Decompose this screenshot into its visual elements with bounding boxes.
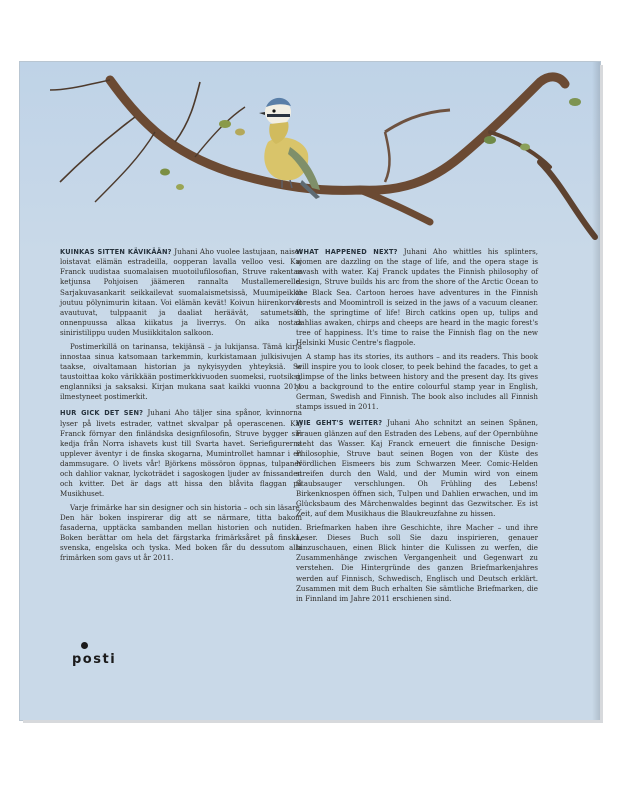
right-branch <box>540 162 595 237</box>
english-text-1: Juhani Aho whittles his splinters, women are dazzling on the stage of life, and the opera stage is awash with water. Kaj Franck updates the Finnish philosophy of design, Struve builds his arc from the shore of the Arctic Ocean to the Black Sea. Cartoon heroes have adventures in the Finnish forests and Moomintroll is seized in the jaws of a vacuum cleaner. Oh, the springtime of life! Birch catkins open up, tulips and dahlias awaken, chirps and cheeps are heard in the magic forest's tree of happiness. It's time to raise the Finnish flag on the new Helsinki Music Centre's flagpole. <box>296 247 538 347</box>
leaf <box>160 169 170 176</box>
swedish-paragraph-1 <box>60 408 302 499</box>
left-text-column <box>60 247 302 567</box>
german-paragraph-2: Briefmarken haben ihre Geschichte, ihre Macher – und ihre Leser. Dieses Buch soll Sie dazu inspirieren, genauer hinzuschauen, einen Blick hinter die Kulissen zu werfen, die Zusammenhänge zwischen Vergangenheit und Gegenwart zu verstehen. Die Hintergründe des ganzen Briefmarkenjahres werden auf Finnisch, Schwedisch, Englisch und Deutsch erklärt. Zusammen mit dem Buch erhalten Sie sämtliche Briefmarken, die in Finnland im Jahre 2011 erschienen sind. <box>296 523 538 603</box>
book-back-cover <box>20 62 600 720</box>
finnish-paragraph-2: Postimerkillä on tarinansa, tekijänsä – ja lukijansa. Tämä kirja innostaa sinua katsomaan tarkemmin, kurkistamaan julkisivujen taakse, oivaltamaan historian ja nykyisyyden yhteyksiä. Se taustoittaa koko värikkään postimerkkivuoden suomeksi, ruotsiksi, englanniksi ja saksaksi. Kirjan mukana saat kaikki vuonna 2011 ilmestyneet postimerkit. <box>60 341 302 402</box>
english-paragraph-2: A stamp has its stories, its authors – and its readers. This book will inspire you to look closer, to peek behind the facades, to get a glimpse of the links between history and the present day. Its gives you a background to the entire colourful stamp year in English, German, Swedish and Finnish. The book also includes all Finnish stamps issued in 2011. <box>296 351 538 412</box>
leaf <box>235 129 245 136</box>
leaf <box>520 144 530 151</box>
posti-dot-logo-icon <box>81 642 88 649</box>
cover-edge-shadow <box>592 62 600 720</box>
swedish-paragraph-2: Varje frimärke har sin designer och sin historia – och sin läsare. Den här boken inspirerar dig att se närmare, titta bakom fasaderna, upptäcka sambanden mellan historien och nutiden. Boken berättar om hela det färgstarka frimärksåret på finska, svenska, engelska och tyska. Med boken får du dessutom alla frimärken som gavs ut år 2011. <box>60 503 302 563</box>
leaf <box>569 98 581 106</box>
finnish-paragraph-1 <box>60 247 302 338</box>
english-paragraph-1 <box>296 247 538 348</box>
swedish-heading: HUR GICK DET SEN? <box>60 409 144 418</box>
leaf <box>176 184 184 190</box>
swedish-text-1: Juhani Aho täljer sina spånor, kvinnorna lyser på livets estrader, vattnet skvalpar på operascenen. Kaj Franck förnyar den finländska designfilosofin, Struve bygger sin kedja från Norra ishavets kust till Svarta havet. Seriefigurerna upplever äventyr i de finska skogarna, Mumintrollet hamnar i en dammsugare. O livets vår! Björkens mössöron öppnas, tulpaner och dahlior vaknar, lyckoträdet i sagoskogen ljuder av fnissanden och kvitter. Det är dags att hissa den blåvita flaggan på Musikhuset. <box>60 408 302 499</box>
german-heading: WIE GEHT'S WEITER? <box>296 419 383 428</box>
posti-logo-text: posti <box>72 652 117 667</box>
branch-knot <box>360 190 430 222</box>
german-paragraph-1 <box>296 418 538 519</box>
left-twig-4 <box>175 82 200 142</box>
left-twig <box>50 80 110 90</box>
leaf <box>484 136 496 144</box>
right-text-column <box>296 247 538 608</box>
german-text-1: Juhani Aho schnitzt an seinen Spänen, Frauen glänzen auf den Estraden des Lebens, auf der Opernbühne steht das Wasser. Kaj Franck erneuert die finnische Design-Philosophie, Struve baut seinen Bogen von der Küste des Nördlichen Eismeers bis zum Schwarzen Meer. Comic-Helden streifen durch den Wald, und der Mumin wird von einem Staubsauger verschlungen. Oh Frühling des Lebens! Birkenknospen öffnen sich, Tulpen und Dahlien erwachen, und im Glücksbaum des Märchenwaldes beginnt das Gezwitscher. Es ist Zeit, auf dem Musikhaus die Blaukreuzfahne zu hissen. <box>296 418 538 519</box>
cover-photo <box>20 62 600 252</box>
finnish-heading: KUINKAS SITTEN KÄVIKÄÄN? <box>60 248 172 256</box>
posti-logo <box>72 642 116 667</box>
finnish-text-1: Juhani Aho vuolee lastujaan, naiset loistavat elämän estradeilla, oopperan lavalla velloo vesi. Kaj Franck uudistaa suomalaisen muotoilufilosofian, Struve rakentaa ketjunsa Pohjoisen jäämeren rannalta Mustallemerelle. Sarjakuvasankarit seikkailevat suomalaismetsissä, Muumipeikko joutuu pölynimurin kitaan. Voi elämän kevät! Koivun hiirenkorvat avautuvat, tulppaanit ja daaliat heräävät, satumetsän onnenpuussa alkaa kiikatus ja liverrys. On aika nostaa siniristilippu uuden Musiikkitalon salkoon. <box>60 247 302 337</box>
upper-twig <box>385 110 450 132</box>
leaf <box>219 120 231 128</box>
upper-twig-2 <box>385 132 390 182</box>
branch-with-bird-illustration <box>20 62 600 252</box>
english-heading: WHAT HAPPENED NEXT? <box>296 248 398 256</box>
